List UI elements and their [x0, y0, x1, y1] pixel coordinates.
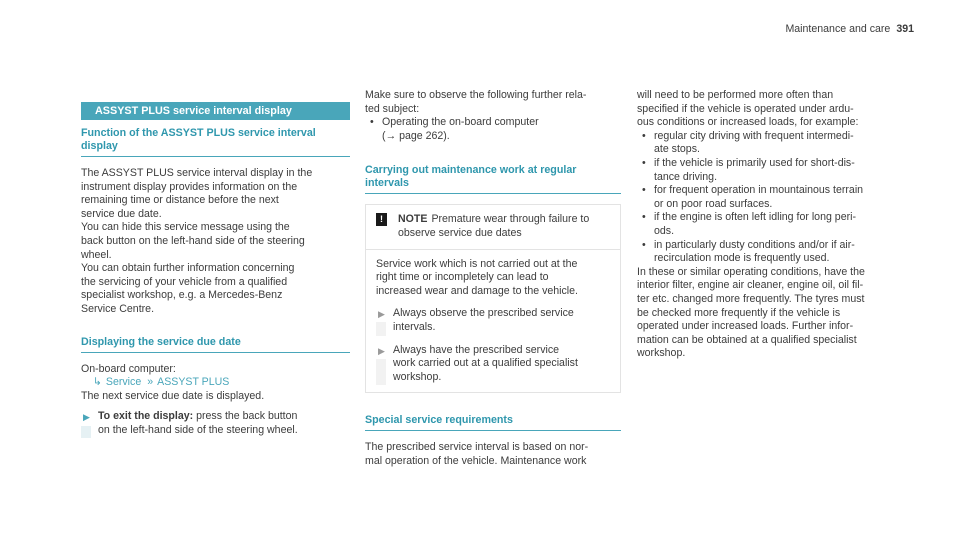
onboard-label: On-board computer:	[81, 362, 176, 375]
paragraph-special: The prescribed service interval is based on nor- mal operation of the vehicle. Maintenance work	[365, 441, 589, 467]
list-item: • if the vehicle is primarily used for short-dis- tance driving.	[642, 156, 855, 183]
conditions-list	[637, 130, 897, 266]
heading-special: Special service requirements	[365, 414, 621, 431]
heading-displaying: Displaying the service due date	[81, 336, 350, 353]
heading-maintenance: Carrying out maintenance work at regular intervals	[365, 164, 621, 194]
menu-item-service: Service	[105, 376, 142, 389]
action-arrow-icon: ▶	[83, 412, 90, 423]
list-item: • if the engine is often left idling for long peri- ods.	[642, 211, 856, 237]
page-header	[785, 23, 914, 37]
page-number: 391	[896, 23, 914, 35]
action-exit-display: ▶ To exit the display: press the back button on the left-hand side of the steering wheel.	[81, 410, 350, 437]
paragraph-info: You can obtain further information concerning the servicing of your vehicle from a qualified specialist workshop, e.g. a Mercedes-Benz Service Centre.	[81, 262, 295, 315]
related-list	[365, 116, 621, 143]
column-2	[365, 89, 621, 469]
note-action-observe: ▶ Always observe the prescribed service intervals.	[376, 307, 610, 334]
paragraph-hide: You can hide this service message using the back button on the left-hand side of the steering wheel.	[81, 221, 305, 261]
note-body: Service work which is not carried out at the right time or incompletely can lead to increased wear and damage to the vehicle.	[376, 257, 578, 297]
warning-exclamation-icon: !	[376, 213, 387, 226]
list-item: • Operating the on-board computer (→ page 262).	[370, 116, 539, 142]
heading-function: Function of the ASSYST PLUS service interval display	[81, 127, 350, 157]
bullet-icon: •	[642, 129, 646, 142]
bullet-icon: •	[370, 116, 374, 129]
action-arrow-icon: ▶	[378, 345, 385, 356]
menu-path	[81, 376, 350, 390]
paragraph-related: Make sure to observe the following further rela- ted subject:	[365, 89, 587, 115]
paragraph-conditions: will need to be performed more often than specified if the vehicle is operated under ardu- ous conditions or increased loads, for example:	[637, 89, 859, 129]
action-arrow-icon: ▶	[378, 309, 385, 320]
bullet-icon: •	[642, 156, 646, 169]
list-item: • regular city driving with frequent intermedi- ate stops.	[642, 129, 854, 156]
list-item: • for frequent operation in mountainous terrain or on poor road surfaces.	[642, 184, 864, 210]
action-bar	[376, 322, 386, 336]
bullet-icon: •	[642, 238, 646, 251]
list-item: • in particularly dusty conditions and/or if air- recirculation mode is frequently used.	[642, 238, 855, 265]
action-bar	[376, 359, 386, 385]
action-bar	[81, 426, 91, 438]
paragraph-intro: The ASSYST PLUS service interval display in the instrument display provides information on the remaining time or distance before the next service due date.	[81, 167, 313, 220]
paragraph-filters: In these or similar operating conditions, have the interior filter, engine air cleaner, engine oil, oil fil- ter etc. changed more frequently. The tyres must be checked more frequently if the vehicle is operated under increased loads. Further infor- mation can be obtained at a qualified specialist workshop.	[637, 265, 865, 360]
bullet-icon: •	[642, 184, 646, 197]
menu-item-assyst: ASSYST PLUS	[157, 376, 230, 389]
section-banner: ASSYST PLUS service interval display	[81, 102, 350, 120]
note-box	[365, 204, 621, 393]
paragraph-displayed: The next service due date is displayed.	[81, 389, 265, 402]
column-3	[637, 89, 897, 361]
note-action-workshop: ▶ Always have the prescribed service work carried out at a qualified specialist workshop.	[378, 343, 578, 383]
bullet-icon: •	[642, 211, 646, 224]
note-header: ! NOTE Premature wear through failure to observe service due dates	[366, 213, 620, 249]
section-title: Maintenance and care	[785, 23, 891, 35]
double-chevron-icon: »	[147, 376, 154, 389]
menu-hook-icon: ↳	[93, 376, 102, 389]
column-1	[81, 104, 350, 438]
